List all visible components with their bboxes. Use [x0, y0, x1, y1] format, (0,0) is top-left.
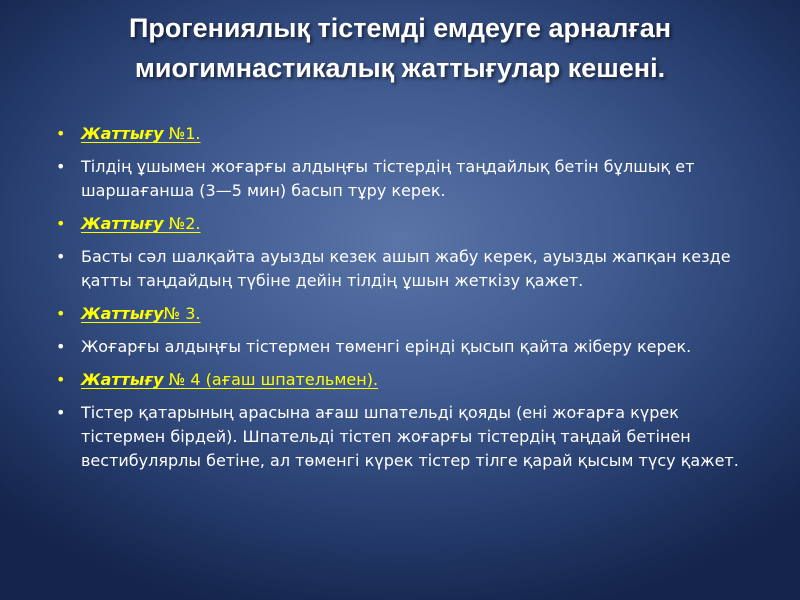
bullet-icon: •	[56, 214, 66, 233]
exercise-description-text: Тілдің ұшымен жоғарғы алдыңғы тістердің таңдайлық бетін бұлшық ет шаршағанша (3—5 мин) басып тұру керек.	[81, 157, 695, 200]
bullet-icon: •	[56, 247, 66, 266]
bullet-icon: •	[56, 370, 66, 389]
bullet-icon: •	[56, 337, 66, 356]
bullet-icon: •	[56, 157, 66, 176]
exercise-heading-1	[56, 122, 766, 146]
exercise-description-text: Жоғарғы алдыңғы тістермен төменгі ерінді қысып қайта жіберу керек.	[81, 337, 692, 356]
bullet-icon: •	[56, 124, 66, 143]
exercise-heading-number: №2.	[163, 214, 201, 233]
exercise-heading-label	[81, 124, 201, 143]
exercise-description-1	[56, 155, 766, 203]
bullet-icon: •	[56, 304, 66, 323]
exercise-heading-number: № 3.	[163, 304, 201, 323]
exercise-description-text: Тістер қатарының арасына ағаш шпательді қояды (ені жоғарға күрек тістермен бірдей). Шпательді тістеп жоғарғы тістердің таңдай бетінен вестибулярлы бетіне, ал төменгі күрек тістер тілге қарай қысым түсу қажет.	[81, 403, 739, 470]
exercise-description-text: Басты сәл шалқайта ауызды кезек ашып жабу керек, ауызды жапқан кезде қатты таңдайдың түбіне дейін тілдің ұшын жеткізу қажет.	[81, 247, 731, 290]
exercise-heading-number: № 4 (ағаш шпательмен).	[163, 370, 379, 389]
slide-title	[40, 8, 760, 88]
bullet-icon: •	[56, 403, 66, 422]
exercise-heading-label	[81, 214, 201, 233]
exercise-heading-label	[81, 370, 378, 389]
slide-content	[56, 122, 766, 482]
slide-title-line-1: Прогениялық тістемді емдеуге арналған	[128, 13, 672, 43]
bullet-list	[56, 122, 766, 473]
slide-title-line-2: миогимнастикалық жаттығулар кешені.	[134, 53, 666, 83]
exercise-heading-word: Жаттығу	[81, 370, 164, 389]
exercise-heading-4	[56, 368, 766, 392]
exercise-heading-label	[81, 304, 201, 323]
exercise-heading-word: Жаттығу	[81, 304, 164, 323]
exercise-heading-number: №1.	[163, 124, 201, 143]
exercise-description-4	[56, 401, 766, 473]
exercise-heading-word: Жаттығу	[81, 214, 164, 233]
exercise-description-3	[56, 335, 766, 359]
exercise-heading-2	[56, 212, 766, 236]
exercise-heading-3	[56, 302, 766, 326]
exercise-description-2	[56, 245, 766, 293]
exercise-heading-word: Жаттығу	[81, 124, 164, 143]
